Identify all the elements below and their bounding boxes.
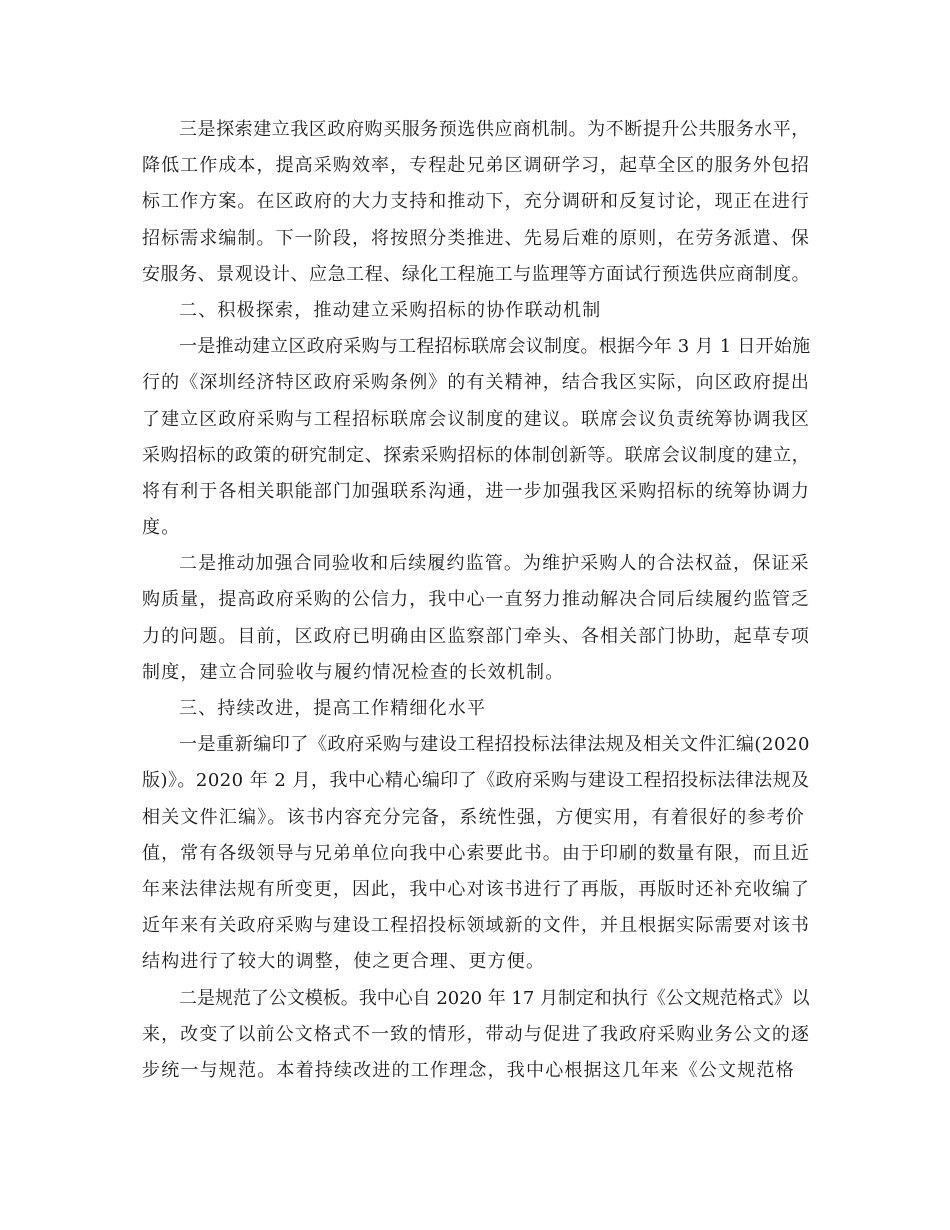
paragraph-line: 制度，建立合同验收与履约情况检查的长效机制。 [142, 661, 565, 683]
paragraph-line: 近年来有关政府采购与建设工程招投标领域新的文件，并且根据实际需要对该书 [142, 915, 810, 937]
paragraph-line: 相关文件汇编》。该书内容充分完备，系统性强，方便实用，有着很好的参考价 [142, 806, 805, 828]
paragraph-first-line: 一是推动建立区政府采购与工程招标联席会议制度。根据今年 3 月 1 日开始施 [179, 336, 811, 358]
paragraph-line: 了建立区政府采购与工程招标联席会议制度的建议。联席会议负责统筹协调我区 [142, 408, 810, 430]
paragraph-first-line: 三是探索建立我区政府购买服务预选供应商机制。为不断提升公共服务水平， [179, 119, 810, 140]
paragraph-first-line: 三、持续改进，提高工作精细化水平 [179, 698, 487, 719]
paragraph-line: 版)》。2020 年 2 月，我中心精心编印了《政府采购与建设工程招投标法律法规及 [142, 770, 810, 792]
paragraph-line: 购质量，提高政府采购的公信力，我中心一直努力推动解决合同后续履约监管乏 [142, 589, 810, 611]
paragraph-first-line: 二是推动加强合同验收和后续履约监管。为维护采购人的合法权益，保证采 [179, 553, 810, 575]
paragraph-first-line: 二是规范了公文模板。我中心自 2020 年 17 月制定和执行《公文规范格式》以 [179, 987, 810, 1009]
paragraph-line: 将有利于各相关职能部门加强联系沟通，进一步加强我区采购招标的统筹协调力 [142, 480, 810, 502]
paragraph-line: 结构进行了较大的调整，使之更合理、更方便。 [142, 951, 546, 973]
paragraph-first-line: 一是重新编印了《政府采购与建设工程招投标法律法规及相关文件汇编(2020 [179, 734, 811, 756]
paragraph-line: 步统一与规范。本着持续改进的工作理念，我中心根据这几年来《公文规范格 [142, 1059, 795, 1081]
paragraph-line: 值，常有各级领导与兄弟单位向我中心索要此书。由于印刷的数量有限，而且近 [142, 842, 810, 864]
paragraph-first-line: 二、积极探索，推动建立采购招标的协作联动机制 [179, 299, 602, 321]
paragraph-line: 年来法律法规有所变更，因此，我中心对该书进行了再版，再版时还补充收编了 [142, 878, 810, 900]
paragraph-line: 招标需求编制。下一阶段，将按照分类推进、先易后难的原则，在劳务派遣、保 [142, 227, 810, 249]
paragraph-line: 度。 [142, 517, 181, 539]
paragraph-line: 安服务、景观设计、应急工程、绿化工程施工与监理等方面试行预选供应商制度。 [142, 263, 811, 285]
paragraph-line: 来，改变了以前公文格式不一致的情形，带动与促进了我政府采购业务公文的逐 [142, 1023, 810, 1045]
paragraph-line: 采购招标的政策的研究制定、探索采购招标的体制创新等。联席会议制度的建立， [142, 444, 811, 466]
paragraph-line: 降低工作成本，提高采购效率，专程赴兄弟区调研学习，起草全区的服务外包招 [142, 155, 810, 177]
paragraph-line: 行的《深圳经济特区政府采购条例》的有关精神，结合我区实际，向区政府提出 [142, 372, 810, 394]
paragraph-line: 力的问题。目前，区政府已明确由区监察部门牵头、各相关部门协助，起草专项 [142, 625, 810, 647]
paragraph-line: 标工作方案。在区政府的大力支持和推动下，充分调研和反复讨论，现正在进行 [142, 191, 810, 213]
document-body [142, 112, 810, 1089]
